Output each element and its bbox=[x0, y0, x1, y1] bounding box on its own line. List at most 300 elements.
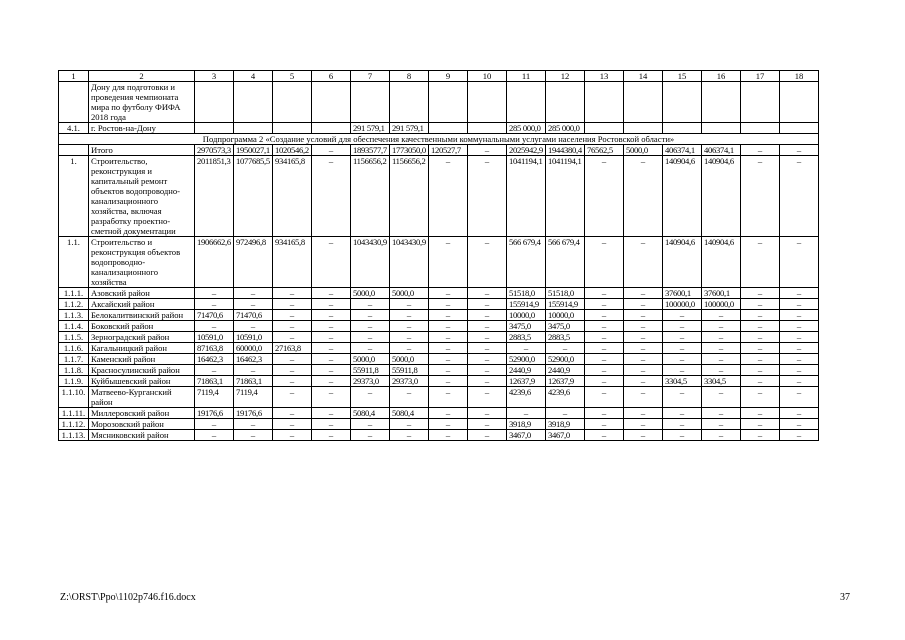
value-cell: 406374,1 bbox=[663, 145, 702, 156]
value-cell: – bbox=[663, 430, 702, 441]
value-cell: – bbox=[624, 387, 663, 408]
column-number-cell: 17 bbox=[741, 71, 780, 82]
value-cell: – bbox=[780, 430, 819, 441]
value-cell: – bbox=[624, 419, 663, 430]
table-row bbox=[59, 376, 819, 387]
value-cell bbox=[624, 123, 663, 134]
value-cell: 934165,8 bbox=[273, 156, 312, 237]
value-cell bbox=[585, 123, 624, 134]
value-cell: – bbox=[663, 321, 702, 332]
value-cell: – bbox=[780, 332, 819, 343]
value-cell: – bbox=[663, 365, 702, 376]
value-cell: – bbox=[468, 156, 507, 237]
value-cell: – bbox=[468, 288, 507, 299]
value-cell: – bbox=[741, 365, 780, 376]
value-cell: – bbox=[390, 299, 429, 310]
value-cell: 2440,9 bbox=[546, 365, 585, 376]
row-name: г. Ростов-на-Дону bbox=[89, 123, 195, 134]
table-row bbox=[59, 408, 819, 419]
value-cell: – bbox=[468, 419, 507, 430]
value-cell: – bbox=[663, 408, 702, 419]
value-cell bbox=[429, 123, 468, 134]
value-cell: 1156656,2 bbox=[390, 156, 429, 237]
value-cell: 2011851,3 bbox=[195, 156, 234, 237]
value-cell: 3304,5 bbox=[663, 376, 702, 387]
value-cell: 291 579,1 bbox=[351, 123, 390, 134]
value-cell: 19176,6 bbox=[195, 408, 234, 419]
value-cell: – bbox=[312, 343, 351, 354]
value-cell: – bbox=[351, 310, 390, 321]
value-cell: 291 579,1 bbox=[390, 123, 429, 134]
value-cell: – bbox=[234, 288, 273, 299]
value-cell bbox=[273, 123, 312, 134]
table-row bbox=[59, 299, 819, 310]
value-cell bbox=[234, 82, 273, 123]
value-cell: 285 000,0 bbox=[546, 123, 585, 134]
value-cell: – bbox=[468, 145, 507, 156]
value-cell: 10000,0 bbox=[546, 310, 585, 321]
value-cell: – bbox=[429, 387, 468, 408]
value-cell: – bbox=[741, 156, 780, 237]
value-cell: – bbox=[702, 332, 741, 343]
value-cell: – bbox=[585, 387, 624, 408]
value-cell: – bbox=[468, 237, 507, 288]
value-cell: – bbox=[429, 354, 468, 365]
column-number-cell: 3 bbox=[195, 71, 234, 82]
value-cell: 10591,0 bbox=[234, 332, 273, 343]
value-cell: – bbox=[663, 332, 702, 343]
value-cell: – bbox=[507, 408, 546, 419]
value-cell: – bbox=[663, 419, 702, 430]
value-cell: – bbox=[351, 343, 390, 354]
value-cell: – bbox=[741, 321, 780, 332]
subprogram-title: Подпрограмма 2 «Создание условий для обеспечения качественными коммунальными услугами населения Ростовской области» bbox=[59, 134, 819, 145]
value-cell: – bbox=[585, 343, 624, 354]
value-cell: – bbox=[585, 419, 624, 430]
value-cell: 71470,6 bbox=[234, 310, 273, 321]
row-number: 1.1.9. bbox=[59, 376, 89, 387]
value-cell bbox=[780, 82, 819, 123]
value-cell: – bbox=[312, 288, 351, 299]
value-cell: – bbox=[702, 365, 741, 376]
value-cell: – bbox=[624, 365, 663, 376]
value-cell: 37600,1 bbox=[702, 288, 741, 299]
value-cell: – bbox=[468, 408, 507, 419]
value-cell: 934165,8 bbox=[273, 237, 312, 288]
value-cell: – bbox=[312, 430, 351, 441]
value-cell: – bbox=[312, 332, 351, 343]
value-cell: – bbox=[195, 430, 234, 441]
value-cell: 1077685,5 bbox=[234, 156, 273, 237]
value-cell: – bbox=[273, 310, 312, 321]
value-cell: 140904,6 bbox=[702, 156, 741, 237]
value-cell: – bbox=[702, 321, 741, 332]
value-cell: 2025942,9 bbox=[507, 145, 546, 156]
value-cell: 5000,0 bbox=[351, 354, 390, 365]
value-cell: 7119,4 bbox=[234, 387, 273, 408]
value-cell: – bbox=[273, 354, 312, 365]
value-cell: – bbox=[273, 408, 312, 419]
value-cell: 29373,0 bbox=[390, 376, 429, 387]
value-cell: – bbox=[624, 430, 663, 441]
value-cell: – bbox=[780, 387, 819, 408]
value-cell: 3304,5 bbox=[702, 376, 741, 387]
value-cell: 51518,0 bbox=[507, 288, 546, 299]
value-cell bbox=[351, 82, 390, 123]
value-cell: – bbox=[312, 299, 351, 310]
value-cell: – bbox=[234, 419, 273, 430]
value-cell: – bbox=[624, 288, 663, 299]
value-cell: – bbox=[312, 376, 351, 387]
value-cell: – bbox=[741, 310, 780, 321]
value-cell: – bbox=[234, 321, 273, 332]
row-name: Аксайский район bbox=[89, 299, 195, 310]
row-number bbox=[59, 145, 89, 156]
row-name: Куйбышевский район bbox=[89, 376, 195, 387]
value-cell: – bbox=[702, 408, 741, 419]
value-cell: – bbox=[273, 365, 312, 376]
row-name: Дону для подготовки и проведения чемпионата мира по футболу ФИФА 2018 года bbox=[89, 82, 195, 123]
row-number: 4.1. bbox=[59, 123, 89, 134]
value-cell: 1020546,2 bbox=[273, 145, 312, 156]
value-cell: – bbox=[585, 376, 624, 387]
column-number-cell: 8 bbox=[390, 71, 429, 82]
value-cell: 1043430,9 bbox=[390, 237, 429, 288]
value-cell: 5000,0 bbox=[390, 288, 429, 299]
value-cell: – bbox=[624, 343, 663, 354]
value-cell bbox=[702, 82, 741, 123]
value-cell: – bbox=[273, 387, 312, 408]
value-cell: – bbox=[429, 288, 468, 299]
row-name: Азовский район bbox=[89, 288, 195, 299]
row-name: Белокалитвинский район bbox=[89, 310, 195, 321]
value-cell: – bbox=[468, 387, 507, 408]
value-cell: – bbox=[390, 387, 429, 408]
value-cell: – bbox=[546, 343, 585, 354]
column-number-cell: 2 bbox=[89, 71, 195, 82]
value-cell: 155914,9 bbox=[546, 299, 585, 310]
row-number: 1.1.4. bbox=[59, 321, 89, 332]
value-cell: – bbox=[741, 237, 780, 288]
value-cell bbox=[195, 82, 234, 123]
row-name: Итого bbox=[89, 145, 195, 156]
value-cell: – bbox=[741, 299, 780, 310]
value-cell bbox=[546, 82, 585, 123]
table-row bbox=[59, 310, 819, 321]
value-cell: 120527,7 bbox=[429, 145, 468, 156]
value-cell: – bbox=[624, 237, 663, 288]
value-cell: 87163,8 bbox=[195, 343, 234, 354]
row-name: Красносулинский район bbox=[89, 365, 195, 376]
value-cell: – bbox=[780, 299, 819, 310]
value-cell: – bbox=[624, 332, 663, 343]
value-cell: 3475,0 bbox=[507, 321, 546, 332]
value-cell: – bbox=[312, 387, 351, 408]
value-cell: 1773050,0 bbox=[390, 145, 429, 156]
value-cell: 37600,1 bbox=[663, 288, 702, 299]
column-number-cell: 9 bbox=[429, 71, 468, 82]
value-cell: – bbox=[663, 387, 702, 408]
page-number: 37 bbox=[840, 592, 850, 603]
table-row bbox=[59, 419, 819, 430]
value-cell: 566 679,4 bbox=[546, 237, 585, 288]
value-cell: – bbox=[390, 321, 429, 332]
value-cell: – bbox=[741, 430, 780, 441]
value-cell: – bbox=[468, 354, 507, 365]
table-row bbox=[59, 387, 819, 408]
column-number-row bbox=[59, 71, 819, 82]
value-cell: – bbox=[780, 408, 819, 419]
value-cell: – bbox=[312, 321, 351, 332]
value-cell: – bbox=[429, 332, 468, 343]
value-cell: – bbox=[273, 430, 312, 441]
value-cell: – bbox=[195, 299, 234, 310]
value-cell: – bbox=[624, 376, 663, 387]
value-cell: – bbox=[780, 310, 819, 321]
column-number-cell: 4 bbox=[234, 71, 273, 82]
value-cell: – bbox=[585, 332, 624, 343]
value-cell: – bbox=[429, 237, 468, 288]
subprogram-row bbox=[59, 134, 819, 145]
row-name: Миллеровский район bbox=[89, 408, 195, 419]
table-row bbox=[59, 365, 819, 376]
value-cell: 5000,0 bbox=[351, 288, 390, 299]
value-cell: 100000,0 bbox=[702, 299, 741, 310]
value-cell: 29373,0 bbox=[351, 376, 390, 387]
column-number-cell: 14 bbox=[624, 71, 663, 82]
value-cell: – bbox=[663, 310, 702, 321]
value-cell: – bbox=[273, 299, 312, 310]
value-cell: 1944380,4 bbox=[546, 145, 585, 156]
value-cell: – bbox=[390, 430, 429, 441]
value-cell: – bbox=[741, 408, 780, 419]
value-cell: – bbox=[741, 145, 780, 156]
value-cell: – bbox=[780, 321, 819, 332]
value-cell: 19176,6 bbox=[234, 408, 273, 419]
value-cell: 5080,4 bbox=[390, 408, 429, 419]
row-number: 1.1.7. bbox=[59, 354, 89, 365]
row-number: 1.1.1. bbox=[59, 288, 89, 299]
value-cell: – bbox=[429, 408, 468, 419]
value-cell bbox=[195, 123, 234, 134]
row-number: 1. bbox=[59, 156, 89, 237]
value-cell: 1906662,6 bbox=[195, 237, 234, 288]
value-cell: – bbox=[741, 288, 780, 299]
value-cell: 155914,9 bbox=[507, 299, 546, 310]
row-number: 1.1.10. bbox=[59, 387, 89, 408]
value-cell: – bbox=[585, 365, 624, 376]
row-number: 1.1.13. bbox=[59, 430, 89, 441]
value-cell: 12637,9 bbox=[507, 376, 546, 387]
value-cell: 972496,8 bbox=[234, 237, 273, 288]
value-cell: 52900,0 bbox=[507, 354, 546, 365]
value-cell: – bbox=[585, 237, 624, 288]
value-cell: 7119,4 bbox=[195, 387, 234, 408]
value-cell: 76562,5 bbox=[585, 145, 624, 156]
value-cell: – bbox=[585, 408, 624, 419]
value-cell: – bbox=[429, 419, 468, 430]
row-name: Каменский район bbox=[89, 354, 195, 365]
value-cell: 1950027,1 bbox=[234, 145, 273, 156]
value-cell: – bbox=[195, 321, 234, 332]
value-cell: – bbox=[312, 156, 351, 237]
value-cell: 406374,1 bbox=[702, 145, 741, 156]
value-cell: – bbox=[585, 430, 624, 441]
value-cell bbox=[429, 82, 468, 123]
value-cell: – bbox=[273, 321, 312, 332]
table-row bbox=[59, 288, 819, 299]
row-number: 1.1.3. bbox=[59, 310, 89, 321]
value-cell: – bbox=[702, 419, 741, 430]
value-cell: – bbox=[468, 343, 507, 354]
value-cell: – bbox=[702, 430, 741, 441]
value-cell: 71863,1 bbox=[195, 376, 234, 387]
value-cell: 55911,8 bbox=[351, 365, 390, 376]
value-cell bbox=[741, 82, 780, 123]
value-cell: 1041194,1 bbox=[507, 156, 546, 237]
value-cell bbox=[234, 123, 273, 134]
value-cell bbox=[585, 82, 624, 123]
value-cell bbox=[312, 82, 351, 123]
table-row bbox=[59, 354, 819, 365]
column-number-cell: 1 bbox=[59, 71, 89, 82]
value-cell: – bbox=[780, 237, 819, 288]
row-name: Кагальницкий район bbox=[89, 343, 195, 354]
value-cell bbox=[390, 82, 429, 123]
row-name: Зерноградский район bbox=[89, 332, 195, 343]
column-number-cell: 10 bbox=[468, 71, 507, 82]
table-row bbox=[59, 343, 819, 354]
value-cell: 3918,9 bbox=[507, 419, 546, 430]
value-cell: 60000,0 bbox=[234, 343, 273, 354]
value-cell bbox=[663, 123, 702, 134]
value-cell: 2440,9 bbox=[507, 365, 546, 376]
value-cell: – bbox=[390, 419, 429, 430]
value-cell: – bbox=[780, 365, 819, 376]
value-cell: – bbox=[663, 354, 702, 365]
value-cell: – bbox=[351, 299, 390, 310]
table-row bbox=[59, 156, 819, 237]
value-cell: – bbox=[624, 354, 663, 365]
value-cell: 5000,0 bbox=[624, 145, 663, 156]
value-cell: – bbox=[312, 408, 351, 419]
table-row bbox=[59, 321, 819, 332]
value-cell: – bbox=[312, 310, 351, 321]
value-cell: – bbox=[195, 419, 234, 430]
value-cell: 3475,0 bbox=[546, 321, 585, 332]
value-cell: 5000,0 bbox=[390, 354, 429, 365]
value-cell: – bbox=[429, 321, 468, 332]
value-cell: – bbox=[624, 156, 663, 237]
value-cell: – bbox=[741, 343, 780, 354]
value-cell: – bbox=[585, 321, 624, 332]
value-cell: 285 000,0 bbox=[507, 123, 546, 134]
value-cell: – bbox=[312, 419, 351, 430]
value-cell: – bbox=[585, 299, 624, 310]
value-cell: 1043430,9 bbox=[351, 237, 390, 288]
value-cell: – bbox=[312, 354, 351, 365]
row-name: Строительство, реконструкция и капитальный ремонт объектов водопроводно-канализационного хозяйства, включая разработку проектно-сметной документации bbox=[89, 156, 195, 237]
column-number-cell: 16 bbox=[702, 71, 741, 82]
value-cell: – bbox=[624, 310, 663, 321]
value-cell: 52900,0 bbox=[546, 354, 585, 365]
row-number: 1.1.6. bbox=[59, 343, 89, 354]
value-cell bbox=[468, 82, 507, 123]
value-cell: – bbox=[780, 354, 819, 365]
value-cell: – bbox=[429, 365, 468, 376]
value-cell: 27163,8 bbox=[273, 343, 312, 354]
value-cell: – bbox=[351, 419, 390, 430]
footer-file-path: Z:\ORST\Ppo\1102p746.f16.docx bbox=[60, 592, 196, 603]
value-cell: – bbox=[429, 343, 468, 354]
value-cell: – bbox=[624, 408, 663, 419]
value-cell: 566 679,4 bbox=[507, 237, 546, 288]
column-number-cell: 12 bbox=[546, 71, 585, 82]
value-cell: – bbox=[351, 332, 390, 343]
value-cell: – bbox=[702, 387, 741, 408]
value-cell: – bbox=[702, 310, 741, 321]
value-cell: 16462,3 bbox=[195, 354, 234, 365]
value-cell: – bbox=[273, 332, 312, 343]
column-number-cell: 15 bbox=[663, 71, 702, 82]
value-cell bbox=[468, 123, 507, 134]
value-cell: – bbox=[741, 419, 780, 430]
value-cell: 1156656,2 bbox=[351, 156, 390, 237]
value-cell: 10591,0 bbox=[195, 332, 234, 343]
value-cell: – bbox=[390, 343, 429, 354]
column-number-cell: 5 bbox=[273, 71, 312, 82]
row-name: Морозовский район bbox=[89, 419, 195, 430]
value-cell: – bbox=[195, 365, 234, 376]
value-cell: – bbox=[429, 310, 468, 321]
value-cell: – bbox=[468, 365, 507, 376]
column-number-cell: 6 bbox=[312, 71, 351, 82]
value-cell: – bbox=[741, 354, 780, 365]
value-cell: – bbox=[234, 430, 273, 441]
value-cell: – bbox=[234, 365, 273, 376]
value-cell: – bbox=[741, 332, 780, 343]
value-cell: – bbox=[273, 376, 312, 387]
value-cell: 4239,6 bbox=[546, 387, 585, 408]
value-cell: 3467,0 bbox=[546, 430, 585, 441]
value-cell: – bbox=[780, 343, 819, 354]
value-cell: 5080,4 bbox=[351, 408, 390, 419]
table-row bbox=[59, 145, 819, 156]
value-cell bbox=[741, 123, 780, 134]
column-number-cell: 13 bbox=[585, 71, 624, 82]
value-cell: 12637,9 bbox=[546, 376, 585, 387]
value-cell: – bbox=[429, 299, 468, 310]
value-cell: 140904,6 bbox=[663, 237, 702, 288]
value-cell: – bbox=[390, 310, 429, 321]
value-cell: – bbox=[429, 430, 468, 441]
row-number: 1.1. bbox=[59, 237, 89, 288]
value-cell: – bbox=[780, 288, 819, 299]
column-number-cell: 7 bbox=[351, 71, 390, 82]
value-cell: – bbox=[312, 365, 351, 376]
value-cell: – bbox=[546, 408, 585, 419]
value-cell: 2883,5 bbox=[507, 332, 546, 343]
value-cell: 55911,8 bbox=[390, 365, 429, 376]
row-name: Мясниковский район bbox=[89, 430, 195, 441]
budget-table bbox=[58, 70, 819, 441]
value-cell: – bbox=[780, 145, 819, 156]
value-cell bbox=[624, 82, 663, 123]
table-row bbox=[59, 82, 819, 123]
value-cell: 100000,0 bbox=[663, 299, 702, 310]
value-cell: – bbox=[702, 343, 741, 354]
value-cell: 3467,0 bbox=[507, 430, 546, 441]
